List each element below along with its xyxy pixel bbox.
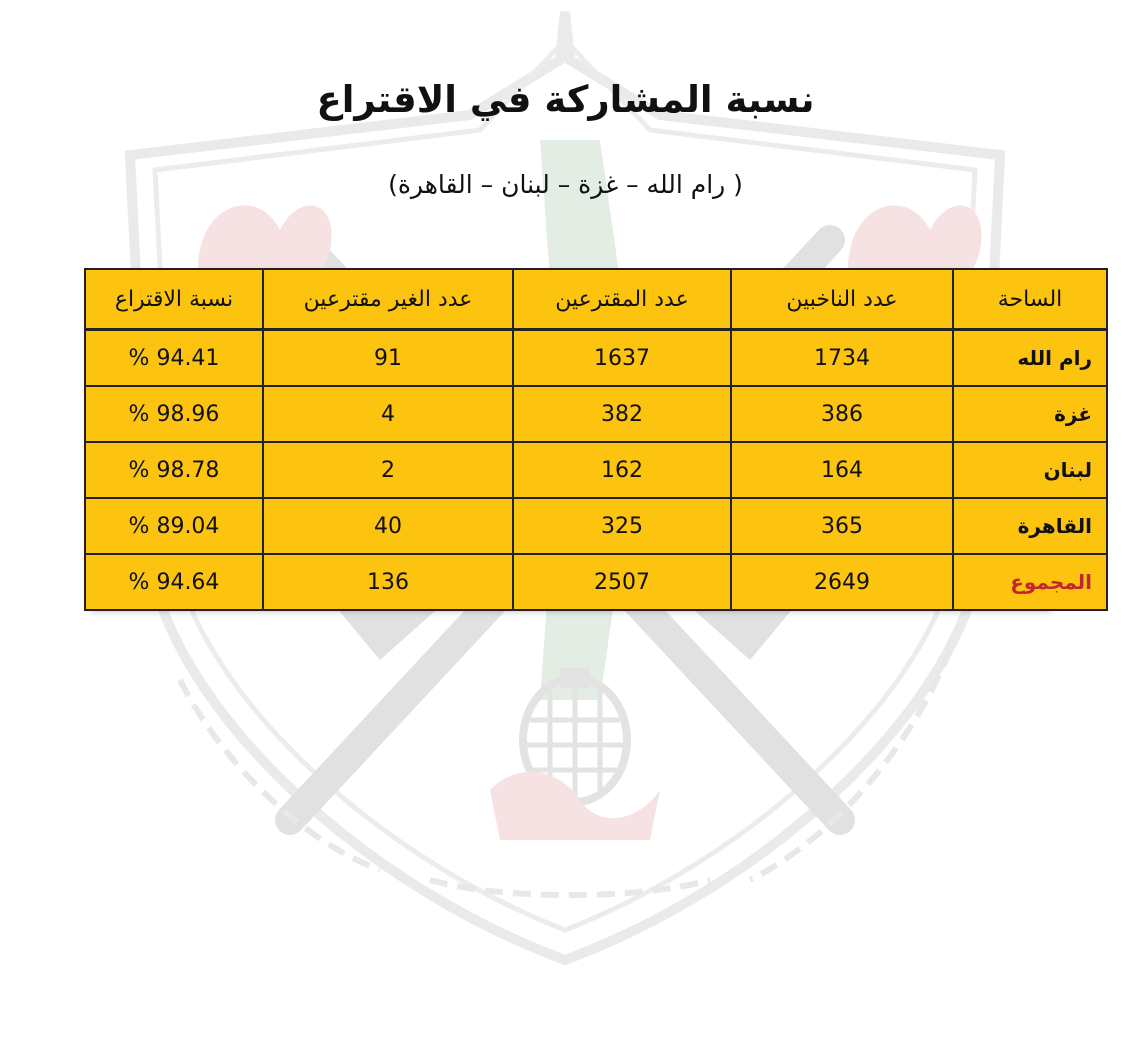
page-subtitle: ( رام الله – غزة – لبنان – القاهرة) — [388, 170, 743, 199]
cell-total-voted: 2507 — [513, 554, 731, 610]
cell-percentage: % 94.41 — [85, 330, 263, 387]
cell-percentage: % 98.96 — [85, 386, 263, 442]
table-header-row — [85, 269, 1107, 330]
cell-voters: 164 — [731, 442, 953, 498]
participation-table-container — [84, 268, 1092, 602]
cell-area: غزة — [953, 386, 1107, 442]
cell-percentage: % 98.78 — [85, 442, 263, 498]
cell-voted: 325 — [513, 498, 731, 554]
table-total-row — [85, 554, 1107, 610]
cell-voters: 386 — [731, 386, 953, 442]
cell-total-voters: 2649 — [731, 554, 953, 610]
cell-not-voted: 4 — [263, 386, 513, 442]
cell-voted: 1637 — [513, 330, 731, 387]
page-title: نسبة المشاركة في الاقتراع — [316, 78, 815, 121]
header-area: الساحة — [953, 269, 1107, 330]
cell-area: القاهرة — [953, 498, 1107, 554]
header-not-voted: عدد الغير مقترعين — [263, 269, 513, 330]
cell-not-voted: 40 — [263, 498, 513, 554]
cell-not-voted: 2 — [263, 442, 513, 498]
cell-area: لبنان — [953, 442, 1107, 498]
header-voted: عدد المقترعين — [513, 269, 731, 330]
header-percentage: نسبة الاقتراع — [85, 269, 263, 330]
table-row — [85, 330, 1107, 387]
cell-total-not-voted: 136 — [263, 554, 513, 610]
cell-not-voted: 91 — [263, 330, 513, 387]
cell-total-label: المجموع — [953, 554, 1107, 610]
cell-percentage: % 89.04 — [85, 498, 263, 554]
header-voters: عدد الناخبين — [731, 269, 953, 330]
cell-total-percentage: % 94.64 — [85, 554, 263, 610]
table-row — [85, 498, 1107, 554]
cell-area: رام الله — [953, 330, 1107, 387]
cell-voted: 382 — [513, 386, 731, 442]
cell-voted: 162 — [513, 442, 731, 498]
participation-table — [84, 268, 1108, 611]
cell-voters: 1734 — [731, 330, 953, 387]
table-row — [85, 442, 1107, 498]
table-row — [85, 386, 1107, 442]
cell-voters: 365 — [731, 498, 953, 554]
